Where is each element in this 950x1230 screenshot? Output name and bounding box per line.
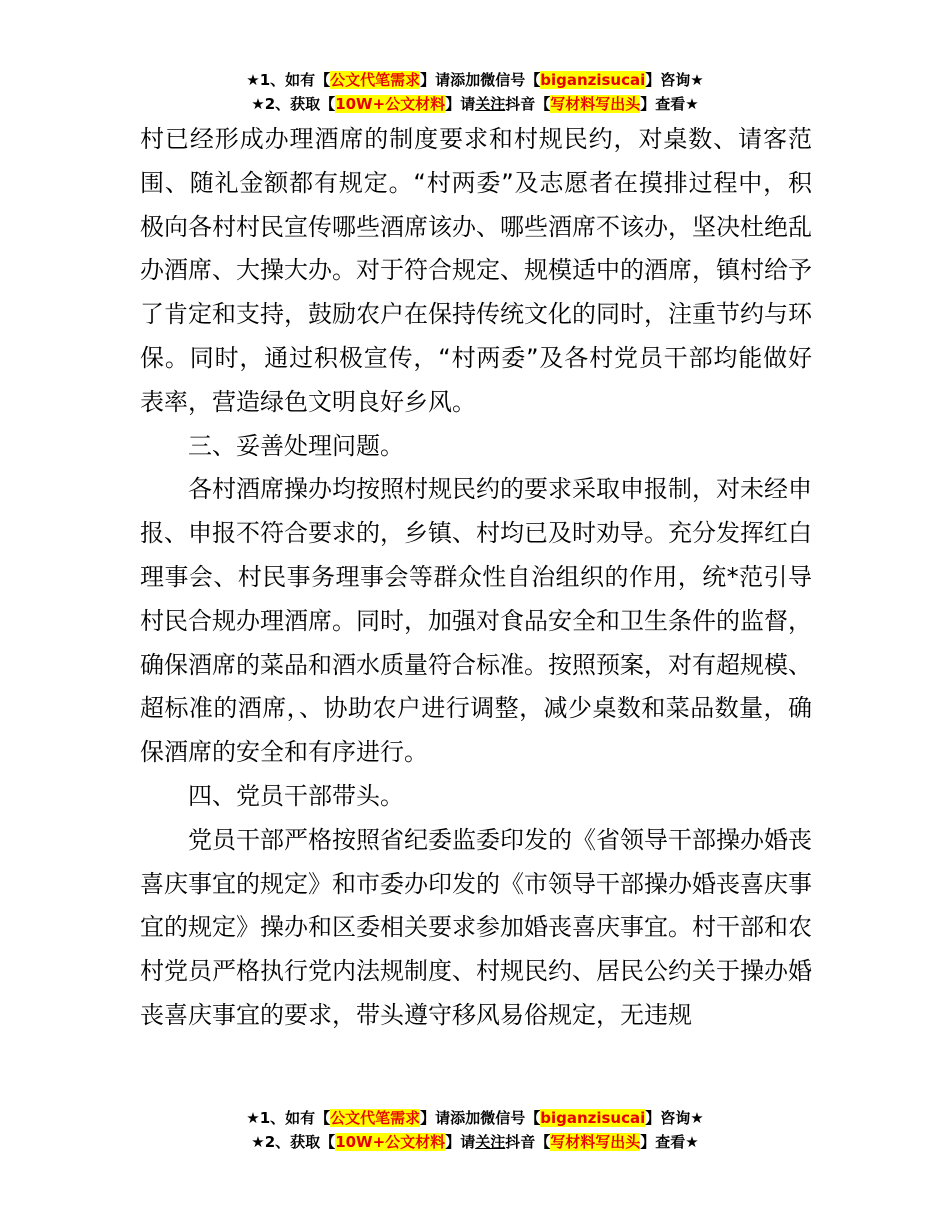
banner-text-underlined: 关注 bbox=[475, 1133, 506, 1151]
banner-text: 】咨询★ bbox=[645, 71, 704, 89]
highlight-materials: 10W+公文材料 bbox=[335, 95, 446, 113]
banner-text: 】请 bbox=[445, 95, 476, 113]
header-banner bbox=[0, 68, 950, 116]
highlight-wechat-id: biganzisucai bbox=[540, 71, 646, 89]
banner-text: 】咨询★ bbox=[645, 1109, 704, 1127]
paragraph-section-4: 党员干部严格按照省纪委监委印发的《省领导干部操办婚丧喜庆事宜的规定》和市委办印发的《市领导干部操办婚丧喜庆事宜的规定》操办和区委相关要求参加婚丧喜庆事宜。村干部和农村党员严格执行党内法规制度、村规民约、居民公约关于操办婚丧喜庆事宜的要求，带头遵守移风易俗规定，无违规 bbox=[140, 825, 812, 1029]
header-banner-line-1 bbox=[0, 68, 950, 92]
highlight-wechat-id: biganzisucai bbox=[540, 1109, 646, 1127]
section-heading-3: 三、妥善处理问题。 bbox=[188, 431, 404, 460]
banner-text: 微信号【 bbox=[480, 71, 541, 89]
highlight-materials: 10W+公文材料 bbox=[335, 1133, 446, 1151]
highlight-service: 公文代笔需求 bbox=[330, 1109, 421, 1127]
banner-text: ★1、如有【 bbox=[246, 1109, 331, 1127]
banner-text: 】查看★ bbox=[640, 1133, 699, 1151]
footer-banner bbox=[0, 1106, 950, 1154]
header-banner-line-2 bbox=[0, 92, 950, 116]
highlight-service: 公文代笔需求 bbox=[330, 71, 421, 89]
banner-text: ★2、获取【 bbox=[251, 1133, 336, 1151]
paragraph-section-3: 各村酒席操办均按照村规民约的要求采取申报制，对未经申报、申报不符合要求的，乡镇、村均已及时劝导。充分发挥红白理事会、村民事务理事会等群众性自治组织的作用，统*范引导村民合规办理酒席。同时，加强对食品安全和卫生条件的监督，确保酒席的菜品和酒水质量符合标准。按照预案，对有超规模、超标准的酒席，、协助农户进行调整，减少桌数和菜品数量，确保酒席的安全和有序进行。 bbox=[140, 475, 812, 767]
highlight-douyin-account: 写材料写出头 bbox=[550, 1133, 641, 1151]
banner-text: ★1、如有【 bbox=[246, 71, 331, 89]
banner-text: ★2、获取【 bbox=[251, 95, 336, 113]
banner-text: 加 bbox=[465, 1109, 481, 1127]
banner-text: 加 bbox=[465, 71, 481, 89]
highlight-douyin-account: 写材料写出头 bbox=[550, 95, 641, 113]
footer-banner-line-2 bbox=[0, 1130, 950, 1154]
banner-text: 】请添 bbox=[420, 71, 466, 89]
banner-text-underlined: 关注 bbox=[475, 95, 506, 113]
banner-text: 抖音【 bbox=[505, 1133, 551, 1151]
banner-text: 】请 bbox=[445, 1133, 476, 1151]
banner-text: 】查看★ bbox=[640, 95, 699, 113]
banner-text: 抖音【 bbox=[505, 95, 551, 113]
document-body bbox=[140, 118, 812, 1038]
banner-text: 微信号【 bbox=[480, 1109, 541, 1127]
paragraph-continued: 村已经形成办理酒席的制度要求和村规民约，对桌数、请客范围、随礼金额都有规定。“村两委”及志愿者在摸排过程中，积极向各村村民宣传哪些酒席该办、哪些酒席不该办，坚决杜绝乱办酒席、大操大办。对于符合规定、规模适中的酒席，镇村给予了肯定和支持，鼓励农户在保持传统文化的同时，注重节约与环保。同时，通过积极宣传，“村两委”及各村党员干部均能做好表率，营造绿色文明良好乡风。 bbox=[140, 125, 812, 416]
banner-text: 】请添 bbox=[420, 1109, 466, 1127]
section-heading-4: 四、党员干部带头。 bbox=[188, 781, 404, 810]
footer-banner-line-1 bbox=[0, 1106, 950, 1130]
